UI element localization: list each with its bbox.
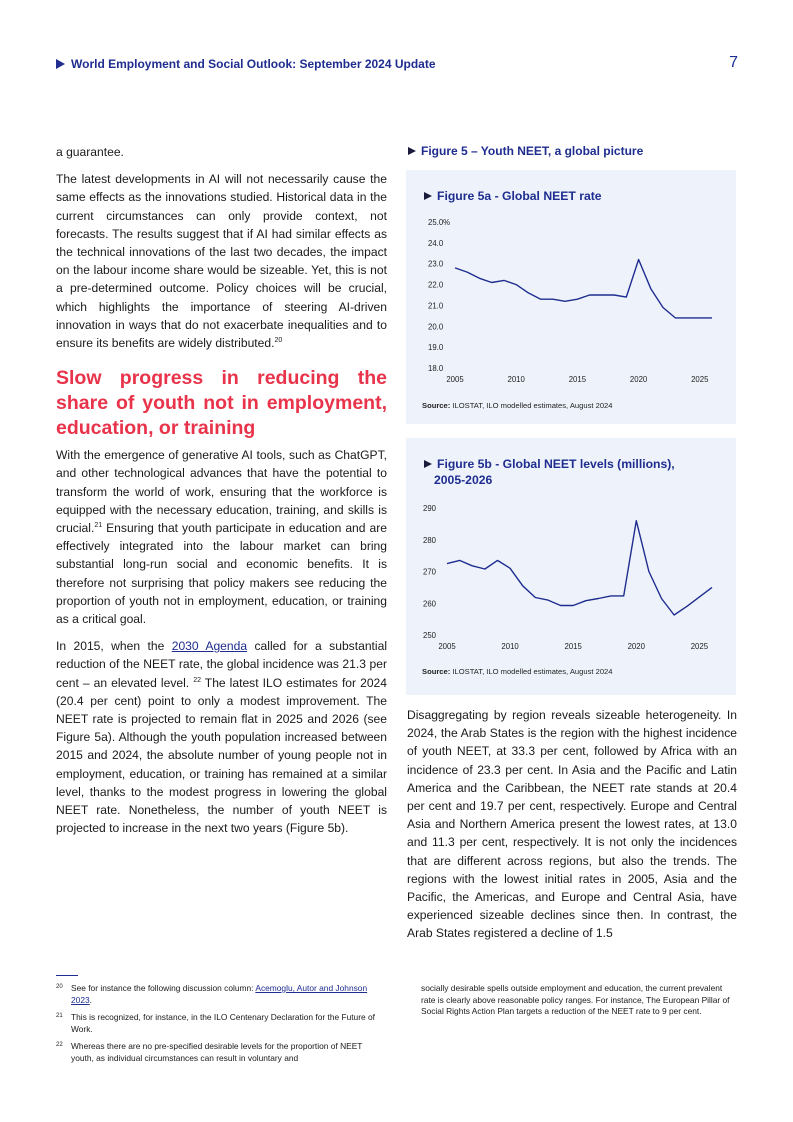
footnote-21 — [56, 1012, 386, 1035]
footnote-number: 20 — [56, 984, 63, 990]
y-tick-label: 18.0 — [428, 364, 444, 373]
section-heading: Slow progress in reducing the share of youth not in employment, education, or training — [56, 367, 387, 440]
panel-title-text: Figure 5a - Global NEET rate — [437, 189, 602, 203]
paragraph-text: The latest ILO estimates for 2024 (20.4 per cent) point to only a modest improvement. The NEET rate is projected to remain flat in 2025 and 2026 (see Figure 5a). Although the youth population increased between 2015 and 2024, the absolute number of young people not in employment, education, or training has remained at a similar level, thanks to the modest progress in lowering the global NEET rate. Nonetheless, the number of youth NEET is projected to increase in the next two years (Figure 5b). — [56, 675, 387, 836]
y-tick-label: 19.0 — [428, 343, 444, 353]
y-tick-label: 280 — [423, 535, 437, 545]
source-text: ILOSTAT, ILO modelled estimates, August 2024 — [450, 667, 613, 676]
footnote-divider — [56, 975, 78, 976]
agenda-link[interactable]: 2030 Agenda — [171, 639, 248, 654]
series-line — [447, 521, 712, 615]
neet-rate-chart — [406, 212, 736, 392]
x-tick-label: 2025 — [691, 375, 709, 384]
triangle-bullet-icon — [408, 147, 416, 155]
footnote-22-continued: socially desirable spells outside employment and education, the current prevalent rate is clearly above reasonable policy ranges. For instance, The European Pillar of Social Rights Action Plan targets a reduction of the NEET rate to 9 per cent. — [421, 983, 730, 1016]
footnotes — [56, 983, 386, 1070]
triangle-bullet-icon — [56, 59, 65, 69]
y-tick-label: 22.0 — [428, 280, 444, 290]
citation-link[interactable]: Acemoglu, Autor and Johnson 2023 — [71, 983, 368, 1005]
paragraph — [56, 637, 387, 837]
footnote-20 — [56, 983, 386, 1006]
y-tick-label: 20.0 — [428, 322, 444, 332]
right-column — [407, 706, 737, 952]
page-number: 7 — [729, 54, 738, 71]
y-tick-label: 250 — [423, 631, 437, 640]
source-note — [422, 401, 613, 410]
paragraph-text: With the emergence of generative AI tools, such as ChatGPT, and other technological advances that have the potential to transform the world of work, ensuring that the workforce is equipped with the necessary education, training, and skills is crucial. — [56, 448, 387, 536]
x-tick-label: 2020 — [629, 375, 648, 384]
y-tick-label: 23.0 — [428, 259, 444, 269]
footnote-ref[interactable]: 21 — [94, 522, 103, 530]
x-tick-label: 2010 — [501, 642, 519, 651]
x-tick-label: 2015 — [568, 375, 587, 384]
report-title: World Employment and Social Outlook: September 2024 Update — [71, 57, 436, 71]
source-label: Source: — [422, 401, 451, 410]
paragraph — [56, 446, 387, 628]
figure-5a-panel — [406, 170, 736, 424]
panel-title — [424, 188, 602, 204]
footnote-22 — [56, 1041, 386, 1064]
series-line — [455, 260, 712, 318]
x-tick-label: 2005 — [446, 375, 464, 384]
y-tick-label: 24.0 — [428, 238, 444, 248]
y-tick-label: 290 — [423, 504, 437, 513]
paragraph — [56, 170, 387, 352]
left-column — [56, 143, 387, 847]
figure-title — [408, 144, 643, 158]
x-tick-label: 2005 — [438, 642, 456, 651]
footnote-text: This is recognized, for instance, in the ILO Centenary Declaration for the Future of Work. — [71, 1012, 375, 1034]
x-tick-label: 2025 — [690, 642, 709, 651]
x-tick-label: 2010 — [507, 375, 525, 384]
paragraph-text: In 2015, when the — [56, 639, 172, 654]
triangle-bullet-icon — [424, 460, 432, 468]
paragraph: Disaggregating by region reveals sizeable heterogeneity. In 2024, the Arab States is the region with the highest incidence of youth NEET, at 33.3 per cent, followed by Africa with an incidence of 23.3 per cent. In Asia and the Pacific and Latin America and the Caribbean, the NEET rate stands at 20.4 per cent and 19.7 per cent, respectively. Europe and Central Asia and Northern America present the lowest rates, at 13.0 and 11.3 per cent, respectively. It is not only the incidences that are different across regions, but also the trends. The regions with the lowest initial rates in 2005, Asia and the Pacific, the Americas, and Europe and Central Asia, have experienced sizeable declines since then. In contrast, the Arab States registered a decline of 1.5 — [407, 708, 737, 941]
figure-title-text: Figure 5 – Youth NEET, a global picture — [421, 144, 644, 158]
figure-5b-panel — [406, 438, 736, 695]
running-header — [56, 56, 746, 76]
footnotes-continued — [421, 983, 737, 1018]
paragraph: a guarantee. — [56, 145, 124, 159]
footnote-number: 21 — [56, 1013, 63, 1019]
panel-title — [424, 456, 675, 488]
neet-levels-chart — [406, 500, 736, 660]
x-tick-label: 2020 — [627, 642, 645, 651]
source-text: ILOSTAT, ILO modelled estimates, August 2024 — [450, 401, 613, 410]
source-note — [422, 667, 613, 676]
y-tick-label: 260 — [423, 599, 437, 609]
footnote-text: Whereas there are no pre-specified desirable levels for the proportion of NEET youth, as individual circumstances can result in voluntary and — [71, 1041, 363, 1063]
paragraph-text: Ensuring that youth participate in education and are effectively integrated into the labour market can bring substantial long-run social and economic benefits. It is therefore not surprising that policy makers see reducing the proportion of youth not in employment, education, or training as a critical goal. — [56, 521, 387, 627]
footnote-text: See for instance the following discussion column: — [71, 983, 256, 993]
footnote-ref[interactable]: 22 — [193, 676, 201, 684]
y-tick-label: 25.0% — [428, 218, 451, 227]
source-label: Source: — [422, 667, 451, 676]
footnote-number: 22 — [56, 1042, 63, 1048]
paragraph-text: The latest developments in AI will not necessarily cause the same effects as the innovations studied. Historical data in the current circumstances can only provide context, not forecasts. The results suggest that if AI had similar effects as the technical innovations of the last two decades, the impact on the labour income share would be sizeable. Yet, this is not a pre-determined outcome. Policy choices will be crucial, which highlights the importance of steering AI-driven innovation in ways that do not exacerbate inequalities and to ensure its benefits are widely distributed. — [56, 172, 387, 351]
panel-title-text: Figure 5b - Global NEET levels (millions), — [437, 457, 675, 471]
footnote-ref[interactable]: 20 — [274, 337, 283, 344]
x-tick-label: 2015 — [564, 642, 582, 651]
y-tick-label: 270 — [423, 567, 437, 577]
panel-title-text: 2005-2026 — [434, 473, 493, 487]
paragraph-text: called for a substantial reduction of the NEET rate, the global incidence was 21.3 per cent – an elevated level. — [56, 639, 388, 690]
triangle-bullet-icon — [424, 192, 432, 200]
footnote-text: . — [89, 994, 92, 1005]
y-tick-label: 21.0 — [428, 301, 444, 311]
